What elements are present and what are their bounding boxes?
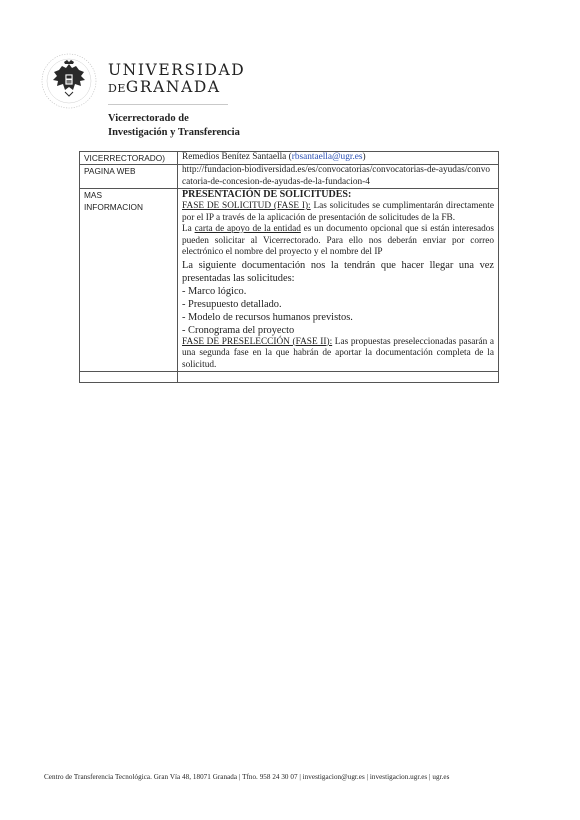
doc-intro: La siguiente documentación nos la tendrán que hacer llegar una vez presentadas las solicitudes: <box>182 259 494 284</box>
fase2-label: FASE DE PRESELECCIÓN (FASE II): <box>182 336 333 347</box>
contact-name: Remedios Benítez Santaella ( <box>182 152 292 162</box>
fase2-text: Las propuestas preseleccionadas pasarán a una segunda fase en la que habrán de aportar la documentación completa de la solicitud. <box>182 336 494 370</box>
university-seal-logo <box>40 52 98 110</box>
page-footer: Centro de Transferencia Tecnológica. Gran Vía 48, 18071 Granada | Tfno. 958 24 30 07 | investigacion@ugr.es | investigacion.ugr.es | ugr.es <box>44 773 450 781</box>
university-name-granada: GRANADA <box>125 78 221 96</box>
carta-link[interactable]: carta de apoyo de la entidad <box>194 224 301 234</box>
doc-item: - Presupuesto detallado. <box>182 298 282 310</box>
carta-prefix: La <box>182 224 195 234</box>
university-name <box>108 62 245 97</box>
fase1-paragraph <box>182 201 494 224</box>
table-row <box>80 165 499 189</box>
contact-value <box>178 152 499 165</box>
section-heading: PRESENTACIÓN DE SOLICITUDES: <box>182 189 352 200</box>
row-label <box>80 189 178 372</box>
web-url-link[interactable] <box>178 165 499 189</box>
office-name-line2: Investigación y Transferencia <box>108 127 240 138</box>
header-divider <box>108 104 228 105</box>
table-row <box>80 189 499 372</box>
university-name-line1: UNIVERSIDAD <box>108 61 246 79</box>
doc-item: - Marco lógico. <box>182 285 247 297</box>
more-info-value <box>178 189 499 372</box>
doc-item: - Modelo de recursos humanos previstos. <box>182 311 353 323</box>
contact-close-paren: ) <box>362 152 366 162</box>
info-table <box>79 151 499 383</box>
office-name-line1: Vicerrectorado de <box>108 113 189 124</box>
fase1-text: Las solicitudes se cumplimentarán directamente por el IP a través de la aplicación de presentación de solicitudes de la FB. <box>182 201 495 223</box>
row-label: VICERRECTORADO) <box>80 152 178 165</box>
office-name <box>108 112 240 140</box>
carta-paragraph <box>182 224 494 259</box>
row-label-line2: INFORMACION <box>84 202 143 212</box>
row-label-line1: MAS <box>84 190 102 200</box>
empty-cell <box>80 372 178 383</box>
table-row-empty <box>80 372 499 383</box>
fase1-label: FASE DE SOLICITUD (FASE I): <box>182 201 311 211</box>
carta-text: es un documento opcional que si están interesados pueden solicitar al Vicerrectorado. Para ello nos deberán enviar por correo electrónico el nombre del proyecto y el nombre del IP <box>182 224 494 257</box>
fase2-paragraph <box>182 337 494 372</box>
university-name-de: DE <box>108 82 126 95</box>
table-row <box>80 152 499 165</box>
contact-email-link[interactable]: rbsantaella@ugr.es <box>291 152 363 162</box>
university-name-line2 <box>108 79 245 97</box>
row-label: PAGINA WEB <box>80 165 178 189</box>
doc-item: - Cronograma del proyecto <box>182 324 295 336</box>
empty-cell <box>178 372 499 383</box>
web-url-text[interactable]: http://fundacion-biodiversidad.es/es/convocatorias/convocatorias-de-ayudas/convocatoria-de-concesion-de-ayudas-de-la-fundacion-4 <box>182 165 490 187</box>
